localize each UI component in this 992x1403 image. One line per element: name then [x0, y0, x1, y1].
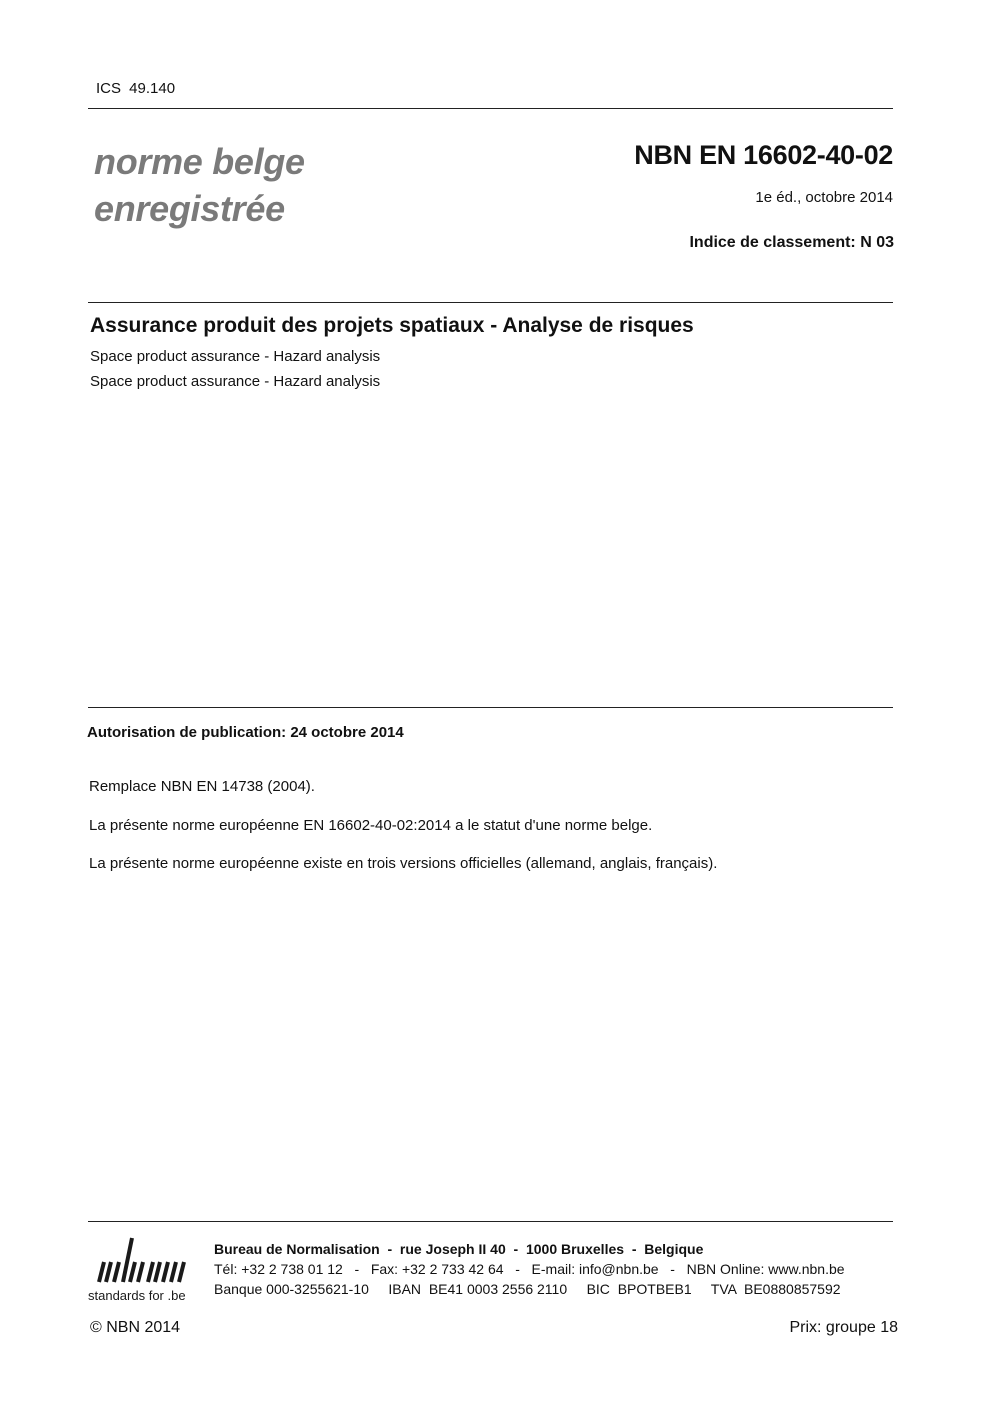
publication-authorization: Autorisation de publication: 24 octobre 2014 [87, 724, 404, 741]
header-rule [88, 108, 893, 109]
standard-code: NBN EN 16602-40-02 [634, 140, 893, 170]
alt-title-2: Space product assurance - Hazard analysis [90, 373, 381, 390]
nbn-logo [86, 1228, 198, 1304]
publication-rule [88, 707, 893, 708]
edition-date: 1e éd., octobre 2014 [755, 189, 893, 206]
nbn-logo-mark [99, 1238, 184, 1282]
classification-index: Indice de classement: N 03 [689, 234, 894, 251]
versions-text: La présente norme européenne existe en trois versions officielles (allemand, anglais, français). [89, 855, 718, 872]
ics-code: ICS 49.140 [96, 80, 176, 97]
title-rule [88, 302, 893, 303]
document-title: Assurance produit des projets spatiaux - Analyse de risques [90, 314, 694, 337]
replaces-text: Remplace NBN EN 14738 (2004). [89, 778, 315, 795]
footer-address: Bureau de Normalisation - rue Joseph II 40 - 1000 Bruxelles - Belgique [214, 1241, 704, 1257]
price-group: Prix: groupe 18 [789, 1319, 898, 1336]
logo-tagline: standards for .be [88, 1288, 186, 1303]
copyright: © NBN 2014 [90, 1319, 181, 1336]
footer-rule [88, 1221, 893, 1222]
brand-line-2: enregistrée [94, 188, 285, 229]
footer-contact: Tél: +32 2 738 01 12 - Fax: +32 2 733 42 64 - E-mail: info@nbn.be - NBN Online: www.nbn.be [214, 1261, 845, 1277]
brand-line-1: norme belge [94, 141, 305, 182]
status-text: La présente norme européenne EN 16602-40-02:2014 a le statut d'une norme belge. [89, 817, 653, 834]
alt-title-1: Space product assurance - Hazard analysis [90, 348, 381, 365]
footer-bank: Banque 000-3255621-10 IBAN BE41 0003 2556 2110 BIC BPOTBEB1 TVA BE0880857592 [214, 1281, 841, 1297]
